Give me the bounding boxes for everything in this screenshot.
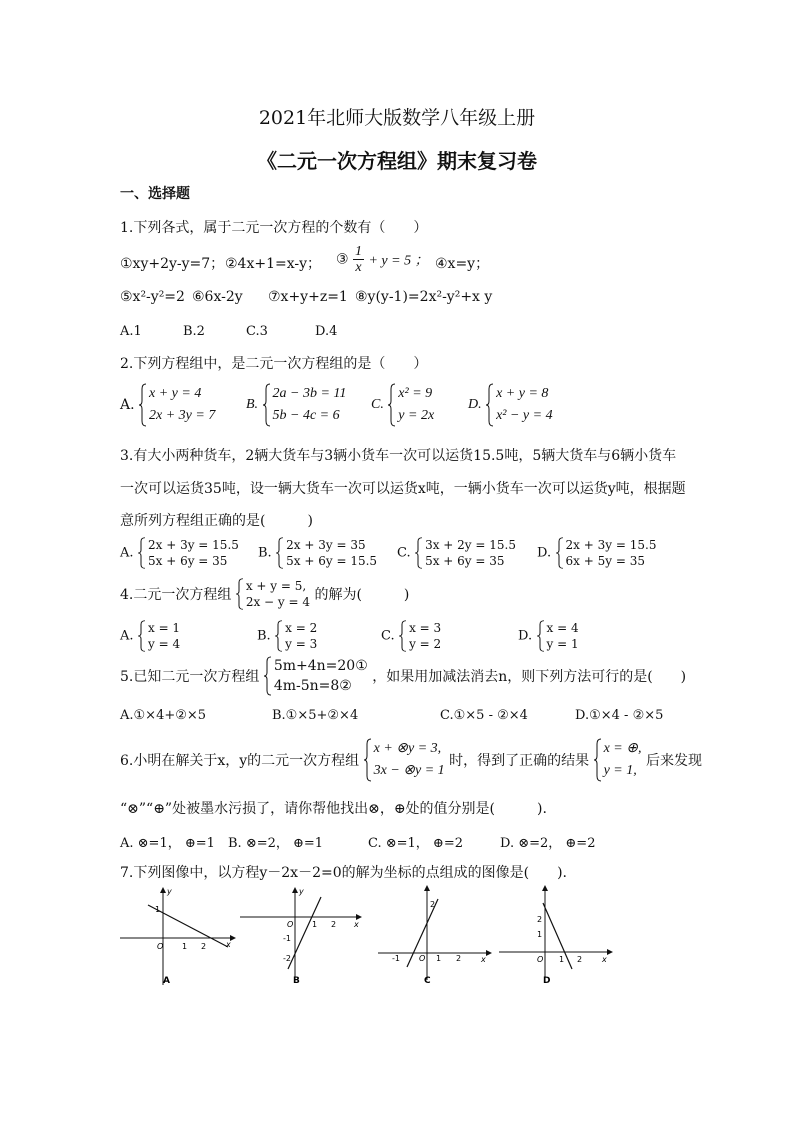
graph-label: C [424,976,431,986]
q3-c-label: C. [397,545,411,561]
q6-solution [594,738,642,782]
q2-c-system [388,383,434,427]
q2-c-eq1: x² = 9 [398,386,433,401]
q3-c-system [415,537,516,569]
q5-eq1: 5m+4n=20① [273,658,368,674]
q3-d-system [556,537,657,569]
graph-label: B [293,976,300,986]
q2-option-a[interactable] [120,383,215,427]
q2-d-eq1: x + y = 8 [496,386,549,401]
axis-y-label: y [167,887,172,896]
tick-label: 1 [559,955,565,964]
tick-label: 1 [155,905,161,914]
q4-a-eq1: x = 1 [147,621,181,635]
brace-icon [138,537,146,569]
q1-e3-prefix: ③ [336,251,349,268]
fraction-denominator: x [355,260,362,275]
q1-e7: ⑦x+y+z=1 [268,289,348,305]
q3-b-label: B. [258,545,272,561]
q4-d-system [537,620,579,652]
tick-label: 1 [312,920,318,929]
q2-stem: 2.下列方程组中，是二元一次方程组的是（ ） [120,356,428,372]
q6-eq1: x + ⊗y = 3, [373,741,442,756]
q3-option-b[interactable] [258,537,377,569]
brace-icon [364,738,372,782]
q3-b-eq2: 5x + 6y = 15.5 [286,554,378,568]
q3-a-eq2: 5x + 6y = 35 [147,554,228,568]
q2-a-eq2: 2x + 3y = 7 [149,408,216,423]
q1-stem: 1.下列各式，属于二元一次方程的个数有（ ） [120,220,428,236]
q1-e3 [336,244,429,275]
brace-icon [138,620,146,652]
tick-label: -2 [283,954,291,963]
page-subtitle: 《二元一次方程组》期末复习卷 [257,149,537,173]
axis-x-label: x [354,920,359,929]
q3-d-label: D. [537,545,552,561]
q3-line1: 3.有大小两种货车，2辆大货车与3辆小货车一次可以运货15.5吨，5辆大货车与6辆小货车 [120,448,677,464]
q2-a-system [139,383,215,427]
graph-c[interactable] [376,885,494,994]
q6-eq2: 3x − ⊗y = 1 [373,763,445,778]
q6-line2: “⊗”“⊕”处被墨水污损了，请你帮他找出⊗，⊕处的值分别是( ). [120,801,547,817]
q6-option-b[interactable]: B. ⊗=2， ⊕=1 [228,836,324,851]
q4-b-label: B. [257,628,271,644]
q4-option-b[interactable] [257,620,317,652]
q1-e2: ②4x+1=x-y； [225,256,322,272]
q1-option-d[interactable]: D.4 [315,324,338,339]
q6-option-c[interactable]: C. ⊗=1， ⊕=2 [368,836,463,851]
brace-icon [275,620,283,652]
q4-system [236,578,310,610]
q2-b-eq1: 2a − 3b = 11 [272,386,347,401]
q5-stem [120,656,686,696]
q6-sol1: x = ⊕, [603,741,642,756]
q4-stem-a: 4.二元一次方程组 [120,587,232,603]
brace-icon [388,383,396,427]
q4-d-label: D. [518,628,533,644]
q1-option-c[interactable]: C.3 [246,324,268,339]
tick-label: -1 [392,954,400,963]
tick-label: 1 [436,954,442,963]
brace-icon [556,537,564,569]
q1-e3-rest: + y = 5 ； [368,253,429,269]
q4-eq1: x + y = 5, [245,579,307,593]
brace-icon [264,656,272,696]
q4-a-label: A. [120,628,134,644]
q5-option-b[interactable]: B.①×5+②×4 [272,708,359,723]
q3-a-eq1: 2x + 3y = 15.5 [147,538,239,552]
section-heading: 一、选择题 [120,186,190,202]
brace-icon [415,537,423,569]
tick-label: 2 [331,920,337,929]
q1-e8: ⑧y(y-1)=2x²-y²+x y [355,289,493,305]
tick-label: -1 [283,934,291,943]
q6-sol2: y = 1, [603,763,637,778]
tick-label: 2 [430,900,436,909]
q3-b-system [276,537,377,569]
origin-label: O [157,942,164,951]
q2-d-label: D. [468,397,482,412]
q2-b-eq2: 5b − 4c = 6 [272,408,340,423]
brace-icon [537,620,545,652]
q4-option-c[interactable] [381,620,441,652]
q4-eq2: 2x − y = 4 [245,595,310,609]
q1-e4: ④x=y； [435,256,490,272]
axis-x-label: x [481,955,486,964]
q5-stem-a: 5.已知二元一次方程组 [120,669,260,685]
page-title: 2021年北师大版数学八年级上册 [258,107,536,129]
q3-option-d[interactable] [537,537,656,569]
q6-stem-a: 6.小明在解关于x，y的二元一次方程组 [120,753,360,769]
q6-stem-c: 后来发现 [645,753,702,769]
axis-x-label: x [602,955,607,964]
q2-c-label: C. [371,397,384,412]
graph-a[interactable] [118,885,236,994]
q3-option-c[interactable] [397,537,516,569]
tick-label: 2 [201,942,207,951]
origin-label: O [287,920,294,929]
q3-d-eq2: 6x + 5y = 35 [565,554,645,568]
q4-c-system [399,620,441,652]
graph-label: A [163,976,170,986]
tick-label: 2 [577,955,583,964]
q4-stem-b: 的解为( ) [314,587,410,603]
q1-e3-fraction [353,244,364,275]
q7-stem: 7.下列图像中，以方程y－2x－2=0的解为坐标的点组成的图像是( ). [120,865,567,881]
tick-label: 2 [537,915,543,924]
q3-line2: 一次可以运货35吨，设一辆大货车一次可以运货x吨，一辆小货车一次可以运货y吨，根据题 [120,481,686,497]
q4-option-d[interactable] [518,620,579,652]
brace-icon [236,578,244,610]
brace-icon [399,620,407,652]
brace-icon [276,537,284,569]
brace-icon [594,738,602,782]
q5-eq2: 4m-5n=8② [273,678,352,694]
q3-option-a[interactable] [120,537,247,569]
q3-a-label: A. [120,545,134,561]
q5-stem-b: ，如果用加减法消去n，则下列方法可行的是( ) [372,669,687,685]
graph-d[interactable] [497,885,615,994]
q2-b-label: B. [246,397,259,412]
graph-label: D [543,976,551,986]
origin-label: O [537,955,544,964]
q3-b-eq1: 2x + 3y = 35 [286,538,366,552]
q2-option-d[interactable] [468,383,553,427]
q3-c-eq2: 5x + 6y = 35 [425,554,505,568]
q2-a-label: A. [120,397,135,413]
q2-b-system [263,383,347,427]
q6-option-a[interactable]: A. ⊗=1， ⊕=1 [120,836,215,851]
q2-option-b[interactable] [246,383,346,427]
q2-d-eq2: x² − y = 4 [496,408,553,423]
q1-e5: ⑤x²-y²=2 [120,289,185,305]
q3-a-system [138,537,247,569]
q4-a-system [138,620,180,652]
q6-option-d[interactable]: D. ⊗=2， ⊕=2 [500,836,596,851]
q1-option-a[interactable]: A.1 [120,324,142,339]
q6-stem-b: 时，得到了正确的结果 [449,753,590,769]
origin-label: O [419,954,426,963]
q6-stem [120,738,702,782]
q5-system [264,656,368,696]
q2-c-eq2: y = 2x [398,408,435,423]
q4-stem [120,578,409,610]
brace-icon [139,383,147,427]
axis-x-label: x [226,940,231,949]
q3-d-eq1: 2x + 3y = 15.5 [565,538,657,552]
q4-a-eq2: y = 4 [147,637,181,651]
q4-c-label: C. [381,628,395,644]
tick-label: 1 [182,942,188,951]
q4-d-eq2: y = 1 [546,637,579,651]
q5-option-d[interactable]: D.①×4 - ②×5 [575,708,664,723]
q4-b-system [275,620,317,652]
q4-b-eq1: x = 2 [285,621,318,635]
brace-icon [486,383,494,427]
q2-d-system [486,383,553,427]
q2-option-c[interactable] [371,383,434,427]
q3-c-eq1: 3x + 2y = 15.5 [425,538,516,552]
tick-label: 1 [537,930,543,939]
q4-b-eq2: y = 3 [285,637,318,651]
q4-c-eq1: x = 3 [409,621,442,635]
q6-system [364,738,445,782]
tick-label: 2 [456,954,462,963]
q5-option-c[interactable]: C.①×5 - ②×4 [440,708,528,723]
q1-option-b[interactable]: B.2 [183,324,205,339]
q4-c-eq2: y = 2 [409,637,442,651]
fraction-numerator: 1 [355,244,363,259]
q5-option-a[interactable]: A.①×4+②×5 [120,708,207,723]
q4-option-a[interactable] [120,620,180,652]
q3-line3: 意所列方程组正确的是( ) [120,513,313,529]
q4-d-eq1: x = 4 [546,621,579,635]
q2-a-eq1: x + y = 4 [149,386,202,401]
brace-icon [263,383,271,427]
q1-e6: ⑥6x-2y [192,289,243,305]
graph-b[interactable] [238,885,363,994]
axis-y-label: y [299,887,304,896]
q1-e1: ①xy+2y-y=7； [120,256,225,272]
